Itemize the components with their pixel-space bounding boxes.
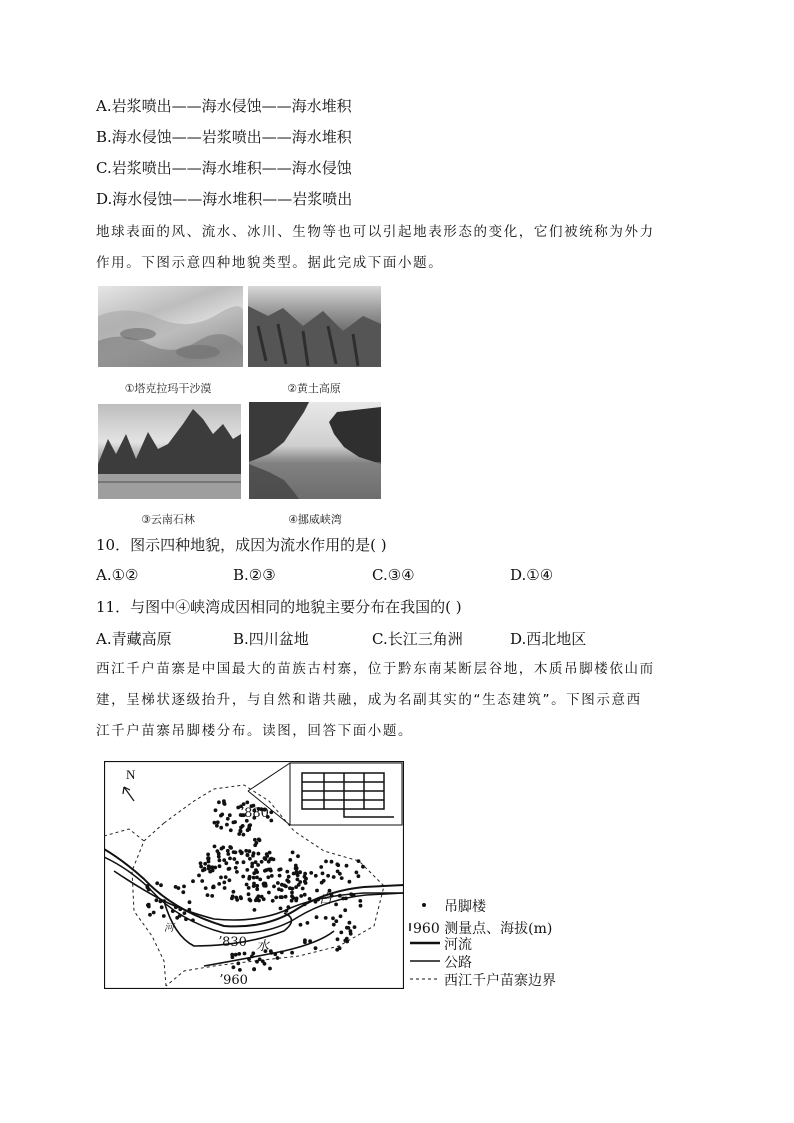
elevation-880-label: ʼ880 xyxy=(240,806,269,821)
stilt-house-dot xyxy=(257,838,261,842)
stilt-house-dot xyxy=(255,876,259,880)
stilt-house-dot xyxy=(254,868,258,872)
stilt-house-dot xyxy=(347,926,351,930)
village-map xyxy=(104,761,404,989)
stilt-house-dot xyxy=(252,968,256,972)
stilt-house-dot xyxy=(268,868,272,872)
q9-option-d: D.海水侵蚀——海水堆积——岩浆喷出 xyxy=(96,190,353,208)
loess-plateau-image xyxy=(248,286,381,367)
stilt-house-dot xyxy=(228,878,232,882)
stilt-house-dot xyxy=(355,871,359,875)
stilt-house-dot xyxy=(336,937,340,941)
stilt-house-dot xyxy=(224,861,228,865)
stilt-house-dot xyxy=(336,863,340,867)
stilt-house-dot xyxy=(339,914,343,918)
stilt-house-dot xyxy=(184,917,188,921)
stilt-house-dot xyxy=(294,899,298,903)
stilt-house-dot xyxy=(334,919,338,923)
stilt-house-dot xyxy=(273,952,277,956)
north-label: N xyxy=(126,767,136,782)
stilt-house-dot xyxy=(162,899,166,903)
stilt-house-dot xyxy=(247,892,251,896)
q11-option-a: A.青藏高原 xyxy=(96,630,172,648)
stilt-house-dot xyxy=(230,953,234,957)
stilt-house-dot xyxy=(243,952,247,956)
stilt-house-dot xyxy=(174,885,178,889)
stilt-house-dot xyxy=(183,911,187,915)
stilt-house-dot xyxy=(285,870,289,874)
stilt-house-dot xyxy=(353,925,357,929)
stilt-house-dot xyxy=(191,879,195,883)
stilt-house-dot xyxy=(260,860,264,864)
stilt-house-dot xyxy=(237,952,241,956)
stilt-house-dot xyxy=(308,939,312,943)
q10-option-b: B.②③ xyxy=(233,566,276,584)
stilt-house-dot xyxy=(357,859,361,863)
stilt-house-dot xyxy=(282,884,286,888)
stilt-house-dot xyxy=(159,883,163,887)
stilt-house-dot xyxy=(336,870,340,874)
stilt-house-dot xyxy=(276,956,280,960)
map-canvas xyxy=(104,761,404,989)
elevation-880-value: 880 xyxy=(244,806,269,821)
stilt-house-dot xyxy=(324,916,328,920)
intro2-line1: 西江千户苗寨是中国最大的苗族古村寨，位于黔东南某断层谷地，木质吊脚楼依山而 xyxy=(96,661,655,677)
stilt-house-dot xyxy=(304,881,308,885)
stilt-house-dot xyxy=(242,860,246,864)
elevation-960-value: 960 xyxy=(223,973,248,988)
intro-paragraph-1 xyxy=(96,217,696,279)
legend-stilt-house: 吊脚楼 xyxy=(444,899,486,915)
q10-option-a: A.①② xyxy=(96,566,139,584)
stilt-house-dot xyxy=(255,887,259,891)
q11-option-c: C.长江三角洲 xyxy=(372,630,463,648)
stilt-house-dot xyxy=(257,852,261,856)
stilt-house-dot xyxy=(330,860,334,864)
stilt-house-dot xyxy=(348,921,352,925)
stilt-house-dot xyxy=(285,878,289,882)
stilt-house-dot xyxy=(279,895,283,899)
stilt-house-dot xyxy=(294,885,298,889)
stilt-house-dot xyxy=(245,868,249,872)
stilt-house-dot xyxy=(319,865,323,869)
stilt-house-dot xyxy=(218,859,222,863)
stilt-house-dot xyxy=(252,882,256,886)
stilt-house-dot xyxy=(255,841,259,845)
stilt-house-dot xyxy=(277,887,281,891)
stilt-house-dot xyxy=(292,872,296,876)
stilt-house-dot xyxy=(234,953,238,957)
stilt-house-dot xyxy=(303,940,307,944)
stilt-house-dot xyxy=(252,876,256,880)
stilt-house-dot xyxy=(226,852,230,856)
stilt-house-dot xyxy=(254,860,258,864)
stilt-house-dot xyxy=(284,895,288,899)
stilt-house-dot xyxy=(269,810,273,814)
loess-photo xyxy=(248,286,381,367)
stilt-house-dot xyxy=(145,884,149,888)
stilt-house-dot xyxy=(267,860,271,864)
stilt-house-dot xyxy=(357,874,361,878)
stilt-house-dot xyxy=(263,962,267,966)
stilt-house-dot xyxy=(279,867,283,871)
stilt-house-dot xyxy=(152,911,156,915)
stilt-house-dot xyxy=(188,900,192,904)
elevation-960-label: ʼ960 xyxy=(219,973,248,988)
stilt-house-dot xyxy=(213,866,217,870)
fjord-photo xyxy=(249,402,381,499)
stilt-house-dot xyxy=(232,965,236,969)
stilt-house-dot xyxy=(247,886,251,890)
stilt-house-dot xyxy=(272,858,276,862)
stilt-house-dot xyxy=(241,875,245,879)
stilt-house-dot xyxy=(343,939,347,943)
stilt-house-dot xyxy=(208,870,212,874)
stilt-house-dot xyxy=(262,884,266,888)
stilt-house-dot xyxy=(204,886,208,890)
stilt-house-dot xyxy=(203,867,207,871)
stilt-house-dot xyxy=(216,849,220,853)
stilt-house-dot xyxy=(216,820,220,824)
stilt-house-dot xyxy=(206,853,210,857)
stilt-house-dot xyxy=(270,874,274,878)
stilt-house-dot xyxy=(249,899,253,903)
stilt-house-dot xyxy=(220,813,224,817)
stilt-house-dot xyxy=(197,874,201,878)
stilt-house-dot xyxy=(248,849,252,853)
stilt-house-dot xyxy=(214,808,218,812)
stilt-house-dot xyxy=(222,858,226,862)
stilt-house-dot xyxy=(235,861,239,865)
stilt-house-dot xyxy=(245,801,249,805)
stilt-house-dot xyxy=(291,851,295,855)
stilt-house-dot xyxy=(361,865,365,869)
stilt-house-dot xyxy=(210,894,214,898)
stilt-house-dot xyxy=(232,890,236,894)
stilt-house-dot xyxy=(217,800,221,804)
caption-desert: ①塔克拉玛干沙漠 xyxy=(124,382,212,395)
stilt-house-dot xyxy=(269,949,273,953)
stilt-house-dot xyxy=(258,878,262,882)
stilt-house-dot xyxy=(296,878,300,882)
stilt-house-dot xyxy=(308,897,312,901)
stilt-house-dot xyxy=(314,874,318,878)
stilt-house-dot xyxy=(338,894,342,898)
q11-option-b: B.四川盆地 xyxy=(233,630,309,648)
stilt-house-dot xyxy=(191,918,195,922)
q10-option-c: C.③④ xyxy=(372,566,415,584)
stilt-house-dot xyxy=(238,829,242,833)
stilt-house-dot xyxy=(175,916,179,920)
stilt-house-dot xyxy=(255,884,259,888)
river-label-he: 河 xyxy=(164,923,174,934)
stilt-house-dot xyxy=(217,855,221,859)
stilt-house-dot xyxy=(326,874,330,878)
stilt-house-dot xyxy=(207,860,211,864)
stilt-house-dot xyxy=(228,867,232,871)
stilt-house-dot xyxy=(155,881,159,885)
stilt-house-dot xyxy=(240,851,244,855)
legend-measure-text: 测量点、海拔(m) xyxy=(444,921,553,937)
stilt-house-dot xyxy=(244,849,248,853)
q10-stem: 10．图示四种地貌，成因为流水作用的是( ) xyxy=(96,536,387,554)
stilt-house-dot xyxy=(334,903,338,907)
stilt-house-dot xyxy=(269,819,273,823)
stilt-house-dot xyxy=(294,867,298,871)
stilt-house-dot xyxy=(162,914,166,918)
stilt-house-dot xyxy=(331,916,335,920)
stilt-house-dot xyxy=(210,866,214,870)
stilt-house-dot xyxy=(187,908,191,912)
stilt-house-dot xyxy=(224,875,228,879)
river-label-shui: 水 xyxy=(256,939,270,954)
stilt-house-dot xyxy=(359,904,363,908)
stone-forest-photo xyxy=(98,404,241,499)
stilt-house-dot xyxy=(271,899,275,903)
stilt-house-dot xyxy=(257,899,261,903)
stilt-house-dot xyxy=(147,888,151,892)
stilt-house-dot xyxy=(213,821,217,825)
stilt-house-dot xyxy=(343,908,347,912)
stilt-house-dot xyxy=(296,854,300,858)
stilt-house-dot xyxy=(303,893,307,897)
stilt-house-dot xyxy=(159,900,163,904)
q10-option-d: D.①④ xyxy=(510,566,554,584)
elevation-830-label: ʼ830 xyxy=(218,935,247,950)
stilt-house-dot xyxy=(219,826,223,830)
stilt-house-dot xyxy=(236,962,240,966)
stilt-house-dot xyxy=(178,907,182,911)
stilt-house-dot xyxy=(280,951,284,955)
stilt-house-dot xyxy=(248,875,252,879)
stilt-house-dot xyxy=(237,832,241,836)
stilt-house-dot xyxy=(344,897,348,901)
stilt-house-dot xyxy=(324,860,328,864)
stilt-house-dot xyxy=(268,967,272,971)
stilt-house-dot xyxy=(222,881,226,885)
stilt-house-dot xyxy=(263,856,267,860)
stilt-house-dot xyxy=(260,895,264,899)
stilt-house-dot xyxy=(246,853,250,857)
stilt-house-dot xyxy=(232,857,236,861)
stilt-house-dot xyxy=(276,881,280,885)
intro-paragraph-2 xyxy=(96,654,696,747)
stilt-house-dot xyxy=(181,890,185,894)
stilt-house-dot xyxy=(339,931,343,935)
stilt-house-dot xyxy=(290,891,294,895)
stilt-house-dot xyxy=(345,864,349,868)
stilt-house-dot xyxy=(222,799,226,803)
stilt-house-dot xyxy=(253,908,257,912)
stilt-house-dot xyxy=(228,857,232,861)
river-label-bai: 白 xyxy=(319,892,333,907)
stilt-house-dot xyxy=(200,879,204,883)
desert-dunes-image xyxy=(98,286,243,367)
stilt-house-dot xyxy=(234,851,238,855)
fjord-image xyxy=(249,402,381,499)
stilt-house-dot xyxy=(239,895,243,899)
stilt-house-dot xyxy=(332,923,336,927)
stilt-house-dot xyxy=(225,823,229,827)
stilt-house-dot xyxy=(199,861,203,865)
q11-option-d: D.西北地区 xyxy=(510,630,587,648)
stilt-house-dot xyxy=(203,862,207,866)
stilt-house-dot xyxy=(241,824,245,828)
stilt-house-dot xyxy=(229,828,233,832)
stilt-house-dot xyxy=(322,879,326,883)
stilt-house-dot xyxy=(338,946,342,950)
stilt-house-dot xyxy=(228,845,232,849)
stilt-house-dot xyxy=(309,871,313,875)
stilt-house-dot xyxy=(303,902,307,906)
intro1-line2: 作用。下图示意四种地貌类型。据此完成下面小题。 xyxy=(96,255,444,271)
stilt-house-dot xyxy=(298,880,302,884)
stilt-house-dot xyxy=(306,921,310,925)
stilt-house-dot xyxy=(251,951,255,955)
stilt-house-dot xyxy=(349,892,353,896)
stilt-house-dot xyxy=(274,896,278,900)
stilt-house-dot xyxy=(247,957,251,961)
stilt-house-dot xyxy=(285,909,289,913)
stilt-house-dot xyxy=(232,821,236,825)
legend-symbols xyxy=(404,895,444,990)
q9-option-b: B.海水侵蚀——岩浆喷出——海水堆积 xyxy=(96,128,352,146)
stilt-house-dot xyxy=(160,905,164,909)
stilt-house-dot xyxy=(219,876,223,880)
stilt-house-dot xyxy=(245,883,249,887)
desert-photo xyxy=(98,286,243,367)
stilt-house-dot xyxy=(223,886,227,890)
stilt-house-dot xyxy=(235,870,239,874)
caption-stone-forest: ③云南石林 xyxy=(141,513,195,526)
legend-boundary: 西江千户苗寨边界 xyxy=(444,973,556,989)
stilt-house-dot xyxy=(303,872,307,876)
stilt-house-dot xyxy=(288,858,292,862)
stilt-house-dot xyxy=(228,813,232,817)
stilt-house-dot xyxy=(340,876,344,880)
stilt-house-dot xyxy=(206,856,210,860)
stilt-house-dot xyxy=(218,864,222,868)
stilt-house-dot xyxy=(213,845,217,849)
stilt-house-dot xyxy=(226,849,230,853)
map-legend xyxy=(404,895,604,990)
stilt-house-dot xyxy=(247,827,251,831)
stilt-house-dot xyxy=(235,898,239,902)
intro2-line2: 建，呈梯状逐级抬升，与自然和谐共融，成为名副其实的“生态建筑”。下图示意西 xyxy=(96,692,642,708)
elevation-830-value: 830 xyxy=(222,935,247,950)
stilt-house-dot xyxy=(358,899,362,903)
caption-fjord: ④挪威峡湾 xyxy=(288,513,342,526)
intro1-line1: 地球表面的风、流水、冰川、生物等也可以引起地表形态的变化，它们被统称为外力 xyxy=(96,224,655,240)
stilt-house-dot xyxy=(321,872,325,876)
stilt-house-dot xyxy=(206,893,210,897)
stilt-house-dot xyxy=(348,880,352,884)
caption-loess: ②黄土高原 xyxy=(287,382,341,395)
stilt-house-dot xyxy=(251,854,255,858)
stilt-house-dot xyxy=(250,865,254,869)
stilt-house-dot xyxy=(148,913,152,917)
stilt-house-dot xyxy=(286,905,290,909)
stilt-house-dot xyxy=(299,894,303,898)
stilt-house-dot xyxy=(234,866,238,870)
legend-river: 河流 xyxy=(444,937,472,953)
stone-forest-image xyxy=(98,404,241,499)
stilt-house-dot xyxy=(349,929,353,933)
stilt-house-dot xyxy=(199,865,203,869)
stilt-house-dot xyxy=(290,887,294,891)
stilt-house-dot xyxy=(315,915,319,919)
stilt-house-dot xyxy=(258,957,262,961)
stilt-house-dot xyxy=(226,817,230,821)
legend-measure-point xyxy=(413,918,552,938)
stilt-house-dot xyxy=(230,897,234,901)
stilt-house-dot xyxy=(298,870,302,874)
stilt-house-dot xyxy=(314,900,318,904)
q9-option-c: C.岩浆喷出——海水堆积——海水侵蚀 xyxy=(96,159,352,177)
stilt-house-dot xyxy=(248,857,252,861)
legend-road: 公路 xyxy=(444,955,472,971)
stilt-house-dot xyxy=(267,891,271,895)
q9-option-a: A.岩浆喷出——海水侵蚀——海水堆积 xyxy=(96,97,352,115)
legend-measure-value: 960 xyxy=(413,921,440,937)
stilt-house-dot xyxy=(278,874,282,878)
stilt-house-dot xyxy=(174,905,178,909)
stilt-house-dot xyxy=(220,847,224,851)
stilt-house-dot xyxy=(287,875,291,879)
stilt-house-dot xyxy=(217,882,221,886)
stilt-house-dot xyxy=(314,946,318,950)
intro2-line3: 江千户苗寨吊脚楼分布。读图，回答下面小题。 xyxy=(96,723,414,739)
stilt-house-dot xyxy=(279,907,283,911)
stilt-house-dot xyxy=(147,905,151,909)
stilt-house-dot xyxy=(238,968,242,972)
stilt-house-dot xyxy=(301,887,305,891)
stilt-house-dot xyxy=(171,909,175,913)
q11-stem: 11．与图中④峡湾成因相同的地貌主要分布在我国的( ) xyxy=(96,598,462,616)
stilt-house-dot xyxy=(290,951,294,955)
stilt-house-dot xyxy=(299,923,303,927)
stilt-house-dot xyxy=(242,833,246,837)
stilt-house-dot xyxy=(265,852,269,856)
stilt-house-dot xyxy=(212,885,216,889)
stilt-house-dot xyxy=(332,875,336,879)
stilt-house-dot xyxy=(215,824,219,828)
stilt-house-dot xyxy=(266,875,270,879)
stilt-house-dot xyxy=(290,894,294,898)
stilt-house-dot xyxy=(155,898,159,902)
stilt-house-dot xyxy=(182,885,186,889)
stilt-house-dot xyxy=(272,885,276,889)
